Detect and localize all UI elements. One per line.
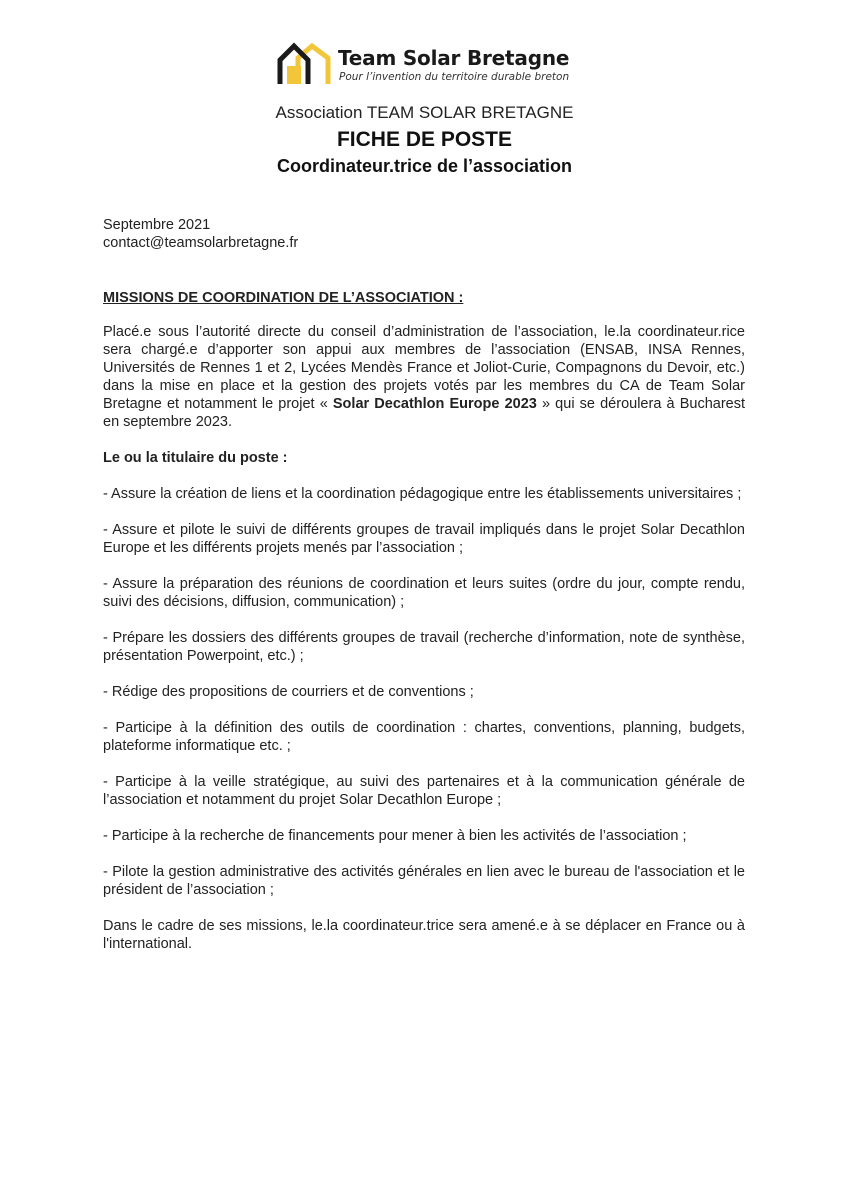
intro-paragraph xyxy=(103,323,745,431)
contact-email: contact@teamsolarbretagne.fr xyxy=(103,235,299,251)
duty-item: - Assure et pilote le suivi de différents groupes de travail impliqués dans le projet Solar Decathlon Europe et les différents projets menés par l’association ; xyxy=(103,522,745,556)
duty-item: - Participe à la définition des outils de coordination : chartes, conventions, planning, budgets, plateforme informatique etc. ; xyxy=(103,720,745,754)
logo-tagline: Pour l’invention du territoire durable breton xyxy=(339,71,570,83)
duty-item: - Participe à la recherche de financements pour mener à bien les activités de l’association ; xyxy=(103,828,687,844)
holder-heading: Le ou la titulaire du poste : xyxy=(103,450,288,466)
intro-project-name: Solar Decathlon Europe 2023 xyxy=(332,396,537,412)
duty-item: - Pilote la gestion administrative des activités générales en lien avec le bureau de l'association et le président de l’association ; xyxy=(103,864,745,898)
intro-text: Placé.e sous l’autorité directe du conseil d’administration de l’association, le.la coordinateur.rice sera chargé.e d’apporter son appui aux membres de l’association (ENSAB, INSA Rennes, Universités de Rennes 1 et 2, Lycées Mendès France et Joliot-Curie, Compagnons du Devoir, etc.) dans la mise en place et la gestion des projets votés par les membres du CA de Team Solar Bretagne et notamment le projet « xyxy=(103,324,745,412)
team-solar-bretagne-logo xyxy=(276,40,576,88)
intro-end: » qui se déroulera à Bucharest en septembre 2023. xyxy=(103,396,745,430)
document-meta xyxy=(103,216,298,252)
document-date: Septembre 2021 xyxy=(103,217,211,233)
duty-item: - Assure la préparation des réunions de coordination et leurs suites (ordre du jour, compte rendu, suivi des décisions, diffusion, communication) ; xyxy=(103,576,745,610)
document-title: FICHE DE POSTE xyxy=(336,128,513,151)
document-subtitle: Coordinateur.trice de l’association xyxy=(276,156,573,176)
duty-item: - Participe à la veille stratégique, au suivi des partenaires et à la communication générale de l’association et notamment du projet Solar Decathlon Europe ; xyxy=(103,774,745,808)
organization-name: Association TEAM SOLAR BRETAGNE xyxy=(275,103,574,122)
duty-item: - Rédige des propositions de courriers et de conventions ; xyxy=(103,684,474,700)
document-body xyxy=(103,289,745,953)
duty-item: - Prépare les dossiers des différents groupes de travail (recherche d’information, note de synthèse, présentation Powerpoint, etc.) ; xyxy=(103,630,745,664)
section-heading: MISSIONS DE COORDINATION DE L’ASSOCIATION : xyxy=(103,290,464,306)
duty-item: - Assure la création de liens et la coordination pédagogique entre les établissements universitaires ; xyxy=(103,486,742,502)
house-logo-icon xyxy=(276,40,334,88)
logo-title: Team Solar Bretagne xyxy=(338,46,570,70)
closing-paragraph: Dans le cadre de ses missions, le.la coordinateur.trice sera amené.e à se déplacer en France ou à l'international. xyxy=(103,918,745,952)
